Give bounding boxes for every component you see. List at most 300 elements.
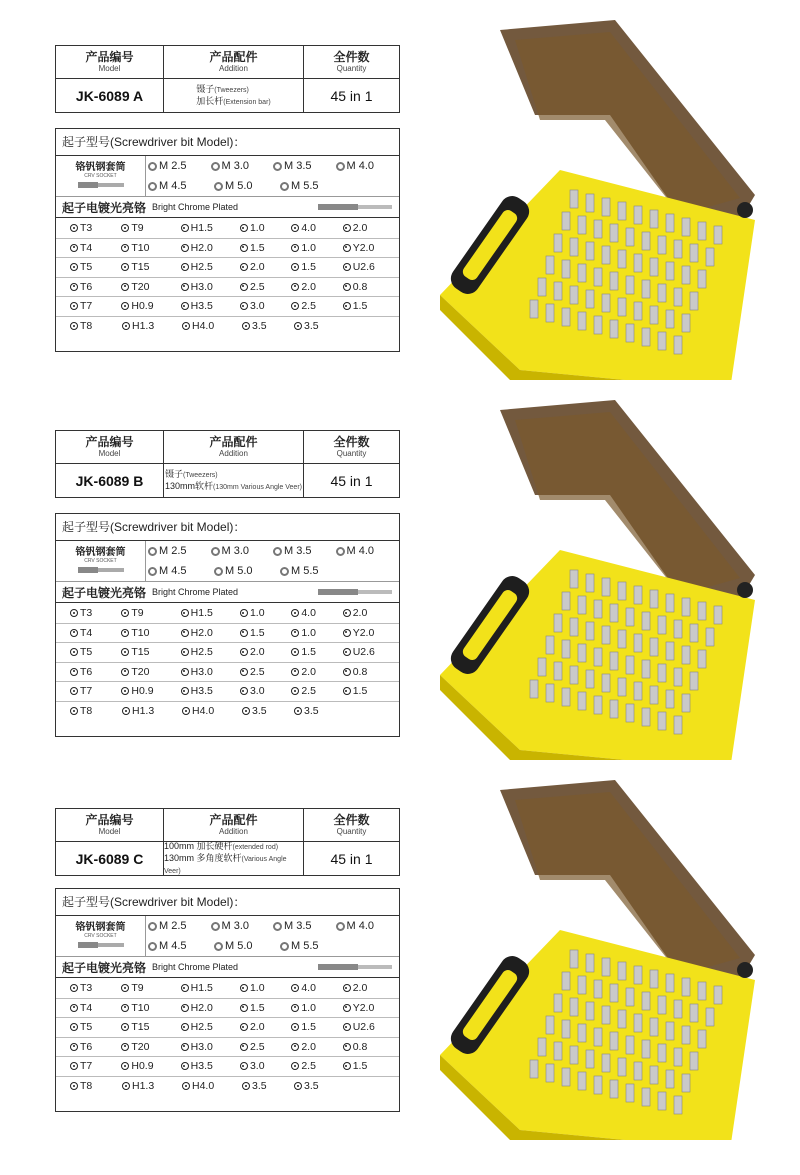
bit-type-icon	[70, 302, 78, 310]
quantity-value: 45 in 1	[330, 472, 373, 489]
bit-item	[291, 646, 342, 658]
bit-type-icon	[70, 1062, 78, 1070]
quantity-header: 全件数 Quantity	[333, 435, 370, 458]
bit-item	[343, 1021, 399, 1033]
bit-size: 1.5	[249, 241, 265, 254]
bit-size: T10	[131, 241, 150, 254]
bit-type-icon	[121, 283, 129, 291]
bit-type-icon	[181, 283, 189, 291]
bit-item	[70, 666, 121, 678]
bit-row	[56, 643, 399, 663]
bit-size-grid	[56, 219, 399, 336]
bit-type-icon	[181, 609, 189, 617]
bit-type-icon	[240, 629, 248, 637]
socket-size-icon	[214, 567, 223, 576]
bit-type-icon	[291, 609, 299, 617]
crv-socket-label: 铬钒钢套筒 CRV SOCKET	[56, 156, 146, 196]
bit-type-icon	[181, 1043, 189, 1051]
bit-item	[343, 607, 399, 619]
bit-type-icon	[121, 244, 129, 252]
bit-item	[291, 982, 342, 994]
bit-item	[240, 982, 291, 994]
socket-sizes	[148, 541, 398, 581]
bit-item	[70, 1080, 122, 1092]
bit-type-icon	[70, 648, 78, 656]
bit-item	[181, 982, 240, 994]
bit-size: 4.0	[301, 982, 316, 995]
spec-header-table	[55, 808, 400, 876]
bit-size: H1.5	[190, 607, 213, 620]
bit-item	[291, 242, 342, 254]
bit-size: T6	[80, 1040, 93, 1053]
addition-header: 产品配件 Addition	[164, 809, 304, 841]
socket-size-icon	[280, 182, 289, 191]
bit-size: T5	[80, 261, 93, 274]
bit-type-icon	[291, 1023, 299, 1031]
socket-size-icon	[336, 162, 345, 171]
bit-size: 3.5	[304, 1080, 319, 1093]
bit-size: H3.0	[190, 1040, 213, 1053]
bit-size: 3.0	[249, 300, 265, 313]
bit-item	[291, 1060, 342, 1072]
bit-item	[70, 646, 121, 658]
bit-type-icon	[343, 263, 351, 271]
bit-size: T5	[80, 646, 93, 659]
bit-type-icon	[240, 648, 248, 656]
bit-item	[343, 982, 399, 994]
bit-row	[56, 1038, 399, 1058]
bit-type-icon	[181, 629, 189, 637]
bit-item	[291, 685, 342, 697]
bit-row	[56, 278, 399, 298]
bit-size: T4	[80, 1001, 93, 1014]
bit-size: 3.5	[252, 320, 267, 333]
bit-size: T7	[80, 300, 93, 313]
bit-type-icon	[181, 687, 189, 695]
bit-size: H4.0	[192, 1080, 215, 1093]
bit-size: U2.6	[352, 261, 375, 274]
bit-size: 2.0	[249, 646, 265, 659]
bit-size: T15	[131, 261, 150, 274]
bit-item	[121, 1060, 180, 1072]
socket-size-icon	[148, 182, 157, 191]
bit-size: T9	[131, 982, 144, 995]
bit-row	[56, 297, 399, 317]
bit-size: U2.6	[352, 646, 375, 659]
bit-item	[181, 666, 240, 678]
bit-model-title: 起子型号(Screwdriver bit Model)：	[56, 129, 399, 156]
bit-item	[181, 1041, 240, 1053]
bit-type-icon	[70, 1023, 78, 1031]
product-section	[0, 385, 800, 770]
bit-type-icon	[240, 244, 248, 252]
bit-type-icon	[343, 609, 351, 617]
bit-size: 1.5	[352, 1060, 368, 1073]
bit-size: 2.5	[249, 665, 265, 678]
bit-size: T20	[131, 665, 150, 678]
bit-item	[181, 300, 240, 312]
bit-type-icon	[343, 648, 351, 656]
chrome-plated-label: 起子电镀光亮铬 Bright Chrome Plated	[56, 581, 399, 603]
bit-item	[343, 627, 399, 639]
socket-size: M 3.5	[273, 160, 336, 172]
bit-size: H2.5	[190, 1021, 213, 1034]
bit-type-icon	[294, 322, 302, 330]
bit-type-icon	[121, 1062, 129, 1070]
socket-size: M 4.0	[336, 545, 399, 557]
bit-type-icon	[242, 1082, 250, 1090]
bit-item	[70, 1002, 121, 1014]
bit-size: H4.0	[192, 320, 215, 333]
model-value: JK-6089 B	[56, 464, 164, 497]
bit-size-grid	[56, 604, 399, 721]
bit-item	[70, 281, 121, 293]
bit-size: Y2.0	[352, 1001, 375, 1014]
bit-type-icon	[240, 1023, 248, 1031]
bit-item	[121, 666, 180, 678]
bit-size: 1.5	[352, 685, 368, 698]
bit-size: 2.5	[249, 280, 265, 293]
socket-size: M 4.0	[336, 920, 399, 932]
bit-size: H1.5	[190, 982, 213, 995]
bit-row	[56, 702, 399, 722]
bit-item	[70, 222, 121, 234]
bit-size: H1.3	[132, 320, 155, 333]
bit-type-icon	[240, 224, 248, 232]
bit-item	[121, 627, 180, 639]
bit-type-icon	[181, 263, 189, 271]
bit-item	[121, 222, 180, 234]
bit-row	[56, 1018, 399, 1038]
bit-row	[56, 219, 399, 239]
bit-type-icon	[181, 244, 189, 252]
chrome-plated-label: 起子电镀光亮铬 Bright Chrome Plated	[56, 196, 399, 218]
socket-size-icon	[211, 547, 220, 556]
bit-type-icon	[343, 668, 351, 676]
bit-type-icon	[343, 1062, 351, 1070]
bit-type-icon	[70, 1082, 78, 1090]
bit-type-icon	[121, 687, 129, 695]
bit-type-icon	[291, 263, 299, 271]
bit-item	[121, 261, 180, 273]
bit-size: T6	[80, 280, 93, 293]
bit-size: T3	[80, 222, 93, 235]
bit-item	[240, 666, 291, 678]
bit-item	[181, 1021, 240, 1033]
bit-row	[56, 317, 399, 337]
bit-size: 2.5	[301, 300, 316, 313]
bit-size: 1.0	[301, 626, 316, 639]
quantity-value: 45 in 1	[330, 87, 373, 104]
bit-item	[122, 320, 182, 332]
bit-type-icon	[181, 1004, 189, 1012]
bit-size: 4.0	[301, 222, 316, 235]
bit-type-icon	[294, 1082, 302, 1090]
bit-size: 3.0	[249, 685, 265, 698]
bit-item	[240, 1041, 291, 1053]
bit-type-icon	[70, 1043, 78, 1051]
bit-type-icon	[291, 1043, 299, 1051]
bit-size: 2.0	[301, 280, 316, 293]
bit-type-icon	[343, 629, 351, 637]
socket-size: M 3.5	[273, 545, 336, 557]
socket-size: M 2.5	[148, 545, 211, 557]
bit-size: 2.0	[249, 261, 265, 274]
bit-size: T9	[131, 607, 144, 620]
socket-sizes	[148, 156, 398, 196]
bit-size: 3.0	[249, 1060, 265, 1073]
quantity-header: 全件数 Quantity	[333, 813, 370, 836]
socket-size-icon	[211, 922, 220, 931]
bit-type-icon	[240, 1004, 248, 1012]
bit-item	[294, 320, 346, 332]
bit-size: 0.8	[352, 665, 368, 678]
bit-type-icon	[240, 609, 248, 617]
socket-size: M 3.0	[211, 545, 274, 557]
bit-size: H1.3	[132, 1080, 155, 1093]
bit-type-icon	[291, 668, 299, 676]
bit-row	[56, 999, 399, 1019]
socket-size-icon	[214, 942, 223, 951]
bit-item	[70, 1060, 121, 1072]
bit-type-icon	[240, 302, 248, 310]
bit-size: 3.5	[304, 705, 319, 718]
bit-type-icon	[291, 687, 299, 695]
product-section	[0, 0, 800, 385]
bit-size: 0.8	[352, 280, 368, 293]
bit-type-icon	[121, 1023, 129, 1031]
bit-size: T7	[80, 1060, 93, 1073]
bit-row	[56, 604, 399, 624]
bit-row	[56, 624, 399, 644]
bit-type-icon	[291, 984, 299, 992]
bit-item	[291, 300, 342, 312]
bit-size: T4	[80, 241, 93, 254]
bit-size: 1.0	[249, 607, 265, 620]
bit-size: 2.0	[352, 222, 368, 235]
socket-size-icon	[211, 162, 220, 171]
bit-size: T15	[131, 1021, 150, 1034]
bit-item	[242, 320, 294, 332]
socket-size-icon	[273, 922, 282, 931]
chrome-plated-label: 起子电镀光亮铬 Bright Chrome Plated	[56, 956, 399, 978]
bit-type-icon	[294, 707, 302, 715]
socket-size-icon	[273, 547, 282, 556]
bit-type-icon	[291, 244, 299, 252]
bit-size: T8	[80, 705, 93, 718]
bit-type-icon	[291, 224, 299, 232]
bit-size: T20	[131, 280, 150, 293]
bit-size: T5	[80, 1021, 93, 1034]
bit-item	[343, 222, 399, 234]
bit-size: H2.0	[190, 1001, 213, 1014]
bit-type-icon	[182, 707, 190, 715]
product-photo	[440, 20, 770, 380]
socket-size: M 3.5	[273, 920, 336, 932]
bit-item	[291, 627, 342, 639]
bit-size: H2.5	[190, 261, 213, 274]
bit-item	[240, 300, 291, 312]
bit-type-icon	[181, 668, 189, 676]
bit-item	[291, 607, 342, 619]
bit-item	[343, 666, 399, 678]
bit-row	[56, 663, 399, 683]
socket-size: M 3.0	[211, 920, 274, 932]
bit-type-icon	[240, 687, 248, 695]
bit-size: H3.5	[190, 300, 213, 313]
bit-item	[182, 705, 242, 717]
product-photo	[440, 400, 770, 760]
bit-size: H2.0	[190, 241, 213, 254]
crv-socket-label: 铬钒钢套筒 CRV SOCKET	[56, 541, 146, 581]
bit-size: 1.5	[249, 1001, 265, 1014]
socket-size-icon	[214, 182, 223, 191]
socket-size-icon	[336, 922, 345, 931]
bit-type-icon	[240, 283, 248, 291]
bit-type-icon	[70, 322, 78, 330]
addition-value: 镊子(Tweezers) 加长杆(Extension bar)	[164, 79, 304, 112]
bit-size: 2.5	[249, 1040, 265, 1053]
bit-row	[56, 1057, 399, 1077]
bit-type-icon	[121, 648, 129, 656]
spec-header-table	[55, 430, 400, 498]
socket-size: M 5.5	[280, 940, 346, 952]
socket-size-icon	[273, 162, 282, 171]
bit-item	[240, 261, 291, 273]
bit-row	[56, 1077, 399, 1097]
bit-type-icon	[291, 302, 299, 310]
bit-item	[122, 1080, 182, 1092]
bit-size: T15	[131, 646, 150, 659]
socket-size: M 5.0	[214, 940, 280, 952]
bit-size: T3	[80, 982, 93, 995]
socket-size: M 5.0	[214, 565, 280, 577]
bit-size: T10	[131, 1001, 150, 1014]
bit-item	[240, 627, 291, 639]
socket-size: M 2.5	[148, 160, 211, 172]
bit-type-icon	[70, 609, 78, 617]
bit-item	[181, 222, 240, 234]
bit-item	[240, 242, 291, 254]
bit-type-icon	[181, 302, 189, 310]
bit-size: H0.9	[131, 685, 154, 698]
bit-item	[240, 281, 291, 293]
bit-type-icon	[121, 263, 129, 271]
addition-header: 产品配件 Addition	[164, 46, 304, 78]
bit-type-icon	[291, 1062, 299, 1070]
bit-item	[291, 1002, 342, 1014]
socket-size-icon	[148, 922, 157, 931]
bit-type-icon	[70, 668, 78, 676]
bit-size-grid	[56, 979, 399, 1096]
bit-item	[70, 320, 122, 332]
bit-item	[240, 646, 291, 658]
socket-size-icon	[148, 547, 157, 556]
bit-type-icon	[343, 283, 351, 291]
bit-item	[240, 685, 291, 697]
bit-item	[70, 705, 122, 717]
bit-item	[70, 261, 121, 273]
bit-type-icon	[70, 283, 78, 291]
bit-size: 1.5	[249, 626, 265, 639]
socket-size-icon	[336, 547, 345, 556]
bit-item	[121, 281, 180, 293]
bit-type-icon	[121, 302, 129, 310]
model-header: 产品编号 Model	[56, 431, 164, 463]
bit-item	[70, 607, 121, 619]
bit-size: H3.5	[190, 685, 213, 698]
bit-item	[343, 261, 399, 273]
bit-size: H3.0	[190, 665, 213, 678]
product-photo	[440, 780, 770, 1140]
bit-type-icon	[343, 224, 351, 232]
socket-size-icon	[280, 567, 289, 576]
bit-type-icon	[122, 322, 130, 330]
bit-size: T4	[80, 626, 93, 639]
bit-item	[242, 1080, 294, 1092]
bit-type-icon	[240, 668, 248, 676]
bit-type-icon	[121, 224, 129, 232]
bit-type-icon	[181, 224, 189, 232]
socket-icon	[76, 940, 126, 950]
socket-size: M 4.5	[148, 180, 214, 192]
bit-type-icon	[240, 984, 248, 992]
bit-size: 2.0	[352, 982, 368, 995]
quantity-value: 45 in 1	[330, 850, 373, 867]
bit-item	[121, 646, 180, 658]
bit-type-icon	[291, 283, 299, 291]
bit-size: H1.3	[132, 705, 155, 718]
bit-item	[291, 666, 342, 678]
bit-model-title: 起子型号(Screwdriver bit Model)：	[56, 514, 399, 541]
socket-size-icon	[148, 942, 157, 951]
bit-type-icon	[121, 609, 129, 617]
bit-item	[343, 1060, 399, 1072]
spec-header-table	[55, 45, 400, 113]
quantity-header: 全件数 Quantity	[333, 50, 370, 73]
bit-item	[121, 1041, 180, 1053]
bit-row	[56, 979, 399, 999]
bit-item	[240, 1021, 291, 1033]
bit-model-table	[55, 513, 400, 737]
addition-value: 镊子(Tweezers) 130mm软杆(130mm Various Angle Veer)	[164, 464, 304, 497]
bit-type-icon	[70, 244, 78, 252]
bit-type-icon	[242, 707, 250, 715]
bit-type-icon	[181, 984, 189, 992]
bit-item	[240, 607, 291, 619]
bit-shaft-icon	[318, 202, 393, 212]
bit-item	[343, 1002, 399, 1014]
socket-size: M 5.5	[280, 565, 346, 577]
bit-type-icon	[240, 263, 248, 271]
bit-size: Y2.0	[352, 626, 375, 639]
socket-size: M 5.0	[214, 180, 280, 192]
bit-item	[182, 1080, 242, 1092]
bit-item	[121, 685, 180, 697]
bit-size: T3	[80, 607, 93, 620]
bit-type-icon	[291, 648, 299, 656]
bit-item	[70, 242, 121, 254]
bit-type-icon	[181, 648, 189, 656]
bit-size: H3.5	[190, 1060, 213, 1073]
bit-size: Y2.0	[352, 241, 375, 254]
socket-size-icon	[280, 942, 289, 951]
bit-size: 2.5	[301, 685, 316, 698]
bit-type-icon	[70, 984, 78, 992]
bit-type-icon	[121, 668, 129, 676]
bit-item	[70, 627, 121, 639]
model-value: JK-6089 A	[56, 79, 164, 112]
